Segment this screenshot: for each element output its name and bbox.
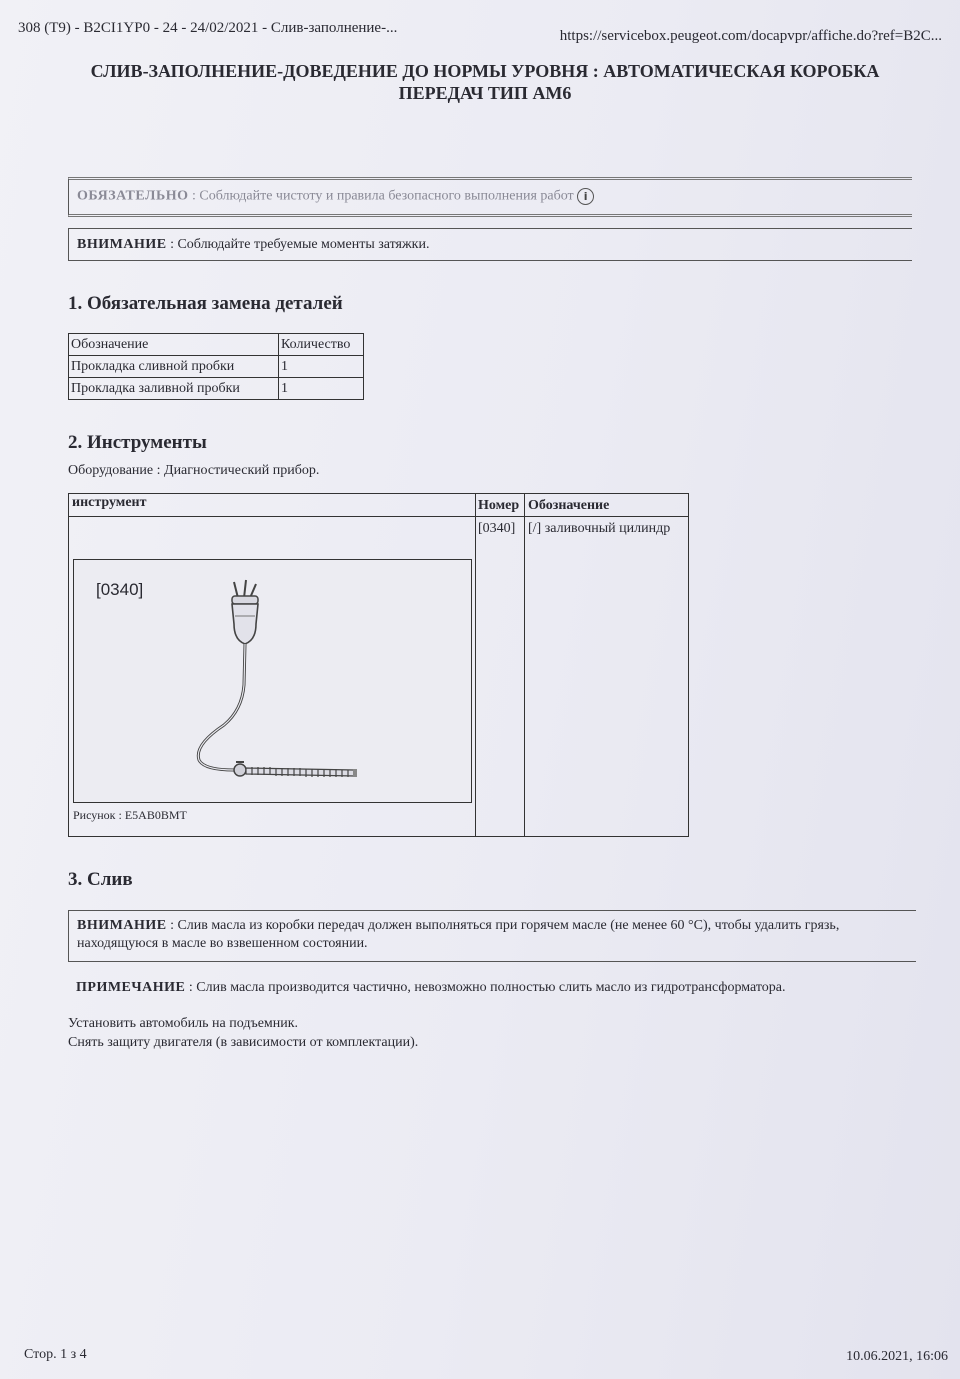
figure-reference: [0340] — [96, 580, 144, 599]
section-2-heading: 2. Инструменты — [68, 432, 207, 453]
tools-header-designation: Обозначение — [528, 498, 610, 513]
print-header-url: https://servicebox.peugeot.com/docapvpr/affiche.do?ref=B2C... — [559, 28, 942, 44]
mandatory-label: ОБЯЗАТЕЛЬНО — [77, 188, 189, 204]
attention-text: : Соблюдайте требуемые моменты затяжки. — [166, 237, 430, 252]
table-row — [69, 378, 364, 400]
drain-attention-text: : Слив масла из коробки передач должен выполняться при горячем масле (не менее 60 °C), чтобы удалить грязь, находящуюся в масле во взвешенном состоянии. — [77, 918, 840, 951]
drain-attention-label: ВНИМАНИЕ — [77, 918, 167, 933]
column-divider — [475, 494, 476, 836]
drain-note-label: ПРИМЕЧАНИЕ — [76, 980, 186, 995]
table-row — [69, 356, 364, 378]
tool-figure — [73, 559, 472, 803]
equipment-line: Оборудование : Диагностический прибор. — [68, 463, 320, 478]
tools-table — [68, 493, 689, 837]
table-header-cell: Обозначение — [69, 334, 279, 356]
attention-label: ВНИМАНИЕ — [77, 237, 167, 252]
tool-number: [0340] — [478, 521, 516, 536]
step-line: Снять защиту двигателя (в зависимости от комплектации). — [68, 1035, 419, 1050]
table-header-cell: Количество — [279, 334, 364, 356]
info-icon: i — [577, 188, 594, 205]
drain-attention-notice — [68, 910, 916, 962]
mandatory-text: : Соблюдайте чистоту и правила безопасного выполнения работ — [188, 188, 574, 204]
table-cell: Прокладка сливной пробки — [69, 356, 279, 378]
tools-header-tool: инструмент — [72, 495, 147, 510]
drain-note — [76, 980, 786, 996]
attention-notice — [68, 228, 912, 261]
table-cell: 1 — [279, 356, 364, 378]
section-1-heading: 1. Обязательная замена деталей — [68, 293, 343, 314]
section-3-heading: 3. Слив — [68, 869, 133, 890]
print-datetime: 10.06.2021, 16:06 — [846, 1349, 948, 1364]
figure-caption: Рисунок : E5AB0BMT — [73, 808, 187, 822]
filling-cylinder-illustration — [74, 560, 470, 800]
table-cell: Прокладка заливной пробки — [69, 378, 279, 400]
step-line: Установить автомобиль на подъемник. — [68, 1016, 299, 1031]
mandatory-notice — [68, 177, 912, 217]
table-header-row — [69, 334, 364, 356]
page-number: Стор. 1 з 4 — [24, 1347, 87, 1362]
drain-note-text: : Слив масла производится частично, невозможно полностью слить масло из гидротрансформатора. — [185, 980, 786, 995]
column-divider — [524, 494, 525, 836]
header-divider — [69, 516, 688, 517]
parts-table — [68, 333, 364, 400]
tool-designation: [/] заливочный цилиндр — [528, 521, 671, 536]
page-title: СЛИВ-ЗАПОЛНЕНИЕ-ДОВЕДЕНИЕ ДО НОРМЫ УРОВНЯ : АВТОМАТИЧЕСКАЯ КОРОБКА ПЕРЕДАЧ ТИП АМ6 — [90, 61, 880, 103]
tools-header-number: Номер — [478, 498, 520, 513]
table-cell: 1 — [279, 378, 364, 400]
print-header-title: 308 (T9) - B2CI1YP0 - 24 - 24/02/2021 - Слив-заполнение-... — [18, 20, 398, 36]
